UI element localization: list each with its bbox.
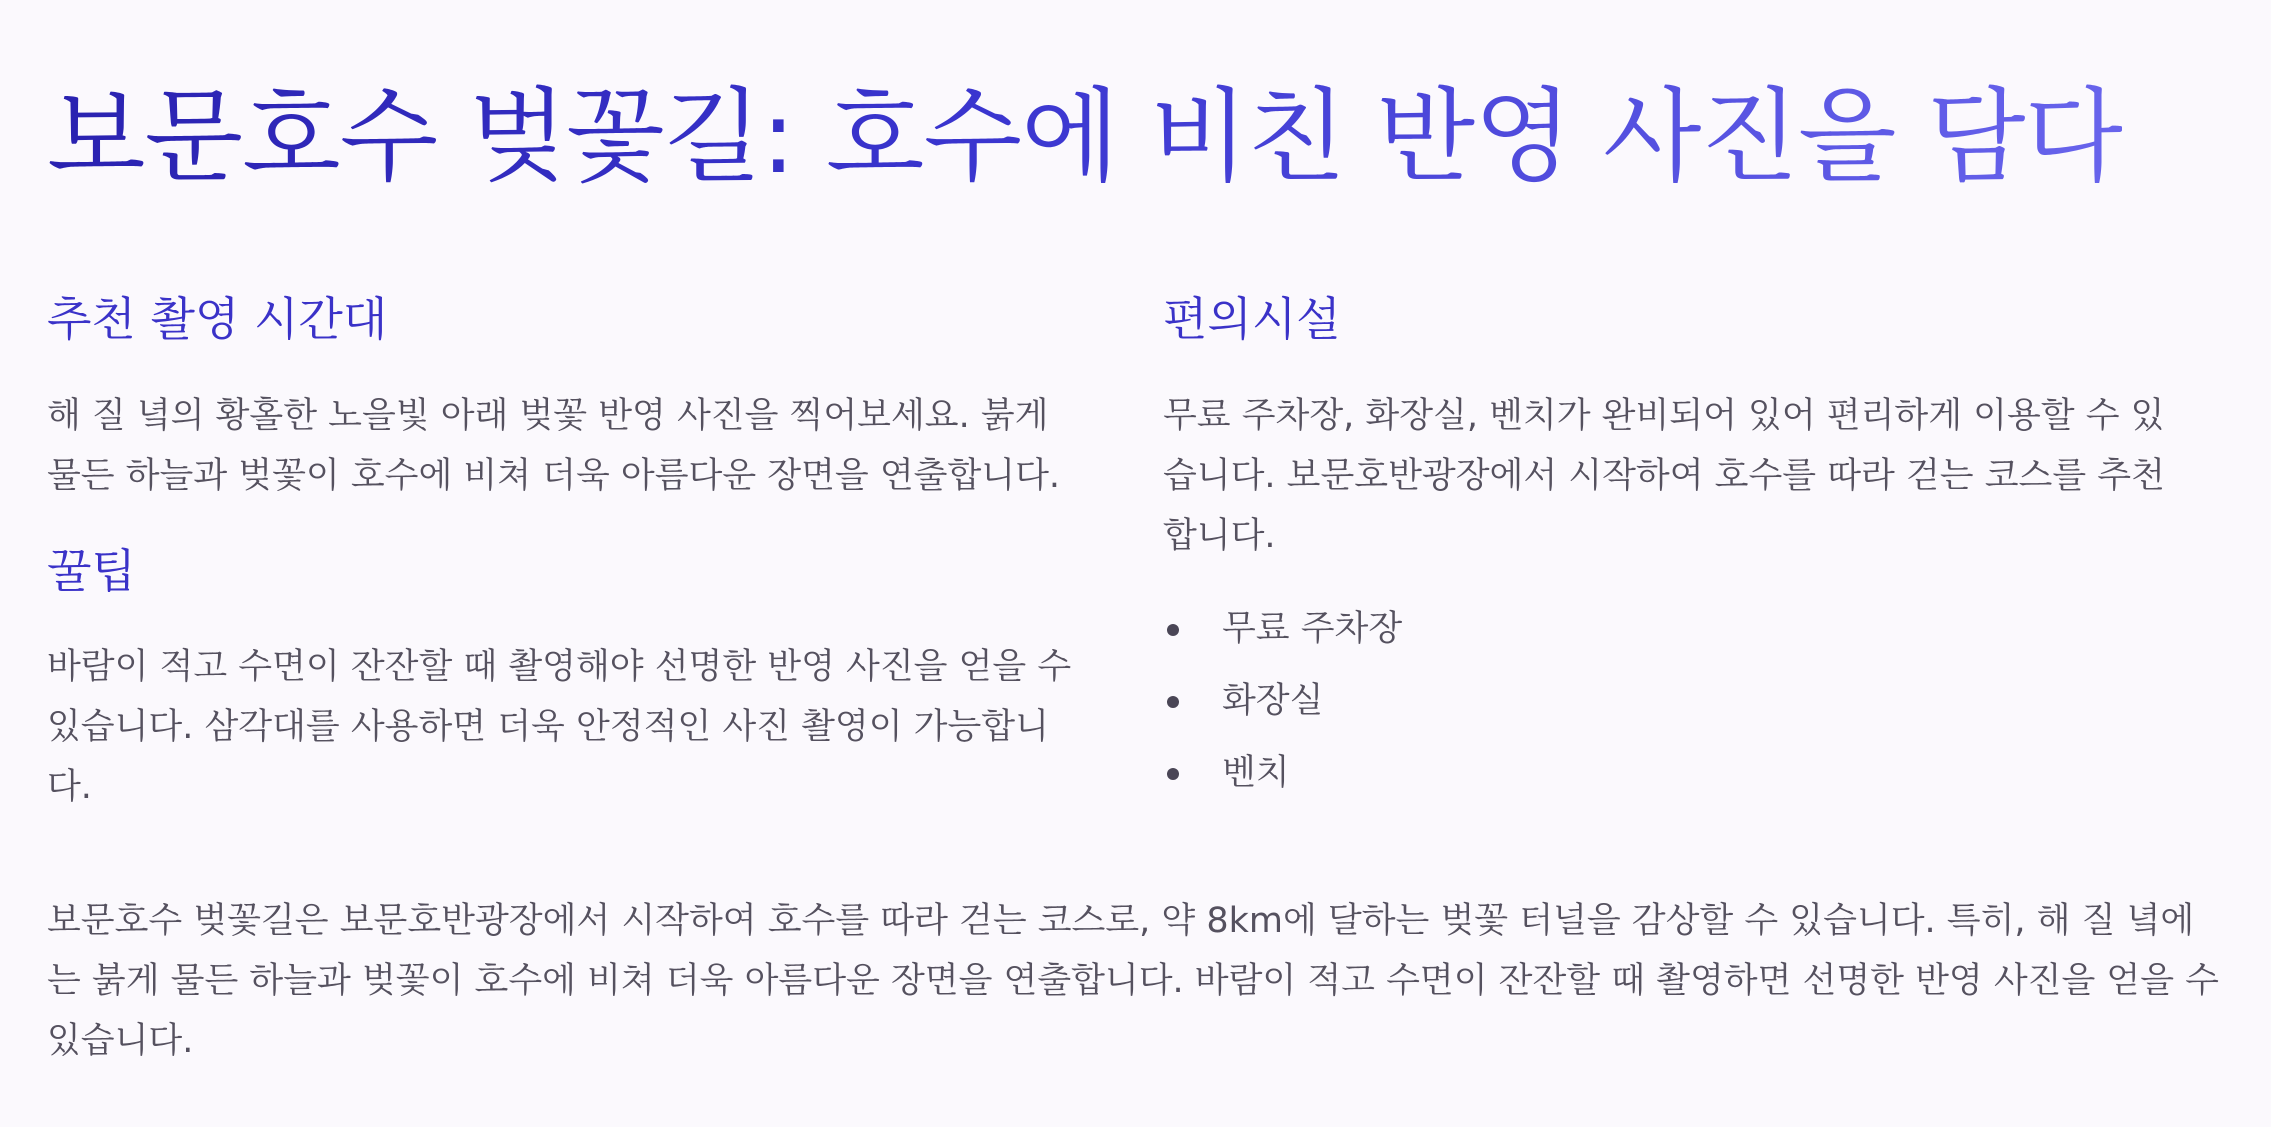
shooting-time-heading: 추천 촬영 시간대 — [47, 292, 388, 346]
bullet-icon — [1167, 768, 1179, 780]
facilities-list — [1163, 593, 2163, 809]
list-item-label: 벤치 — [1222, 753, 1290, 793]
shooting-time-text: 해 질 녘의 황홀한 노을빛 아래 벚꽃 반영 사진을 찍어보세요. 붉게 물든 하늘과 벚꽃이 호수에 비쳐 더욱 아름다운 장면을 연출합니다. — [47, 396, 1061, 496]
page-title: 보문호수 벚꽃길: 호수에 비친 반영 사진을 담다 — [47, 76, 2122, 200]
list-item-label: 화장실 — [1222, 681, 1324, 721]
tips-text: 바람이 적고 수면이 잔잔할 때 촬영해야 선명한 반영 사진을 얻을 수 있습니다. 삼각대를 사용하면 더욱 안정적인 사진 촬영이 가능합니다. — [47, 647, 1072, 807]
list-item — [1163, 737, 2163, 809]
facilities-text: 무료 주차장, 화장실, 벤치가 완비되어 있어 편리하게 이용할 수 있습니다. 보문호반광장에서 시작하여 호수를 따라 걷는 코스를 추천합니다. — [1163, 396, 2165, 556]
tips-heading: 꿀팁 — [47, 544, 136, 598]
facilities-heading: 편의시설 — [1163, 292, 1341, 346]
list-item — [1163, 593, 2163, 665]
list-item — [1163, 665, 2163, 737]
list-item-label: 무료 주차장 — [1222, 609, 1403, 649]
bullet-icon — [1167, 624, 1179, 636]
summary-text: 보문호수 벚꽃길은 보문호반광장에서 시작하여 호수를 따라 걷는 코스로, 약 8km에 달하는 벚꽃 터널을 감상할 수 있습니다. 특히, 해 질 녘에는 붉게 물든 하늘과 벚꽃이 호수에 비쳐 더욱 아름다운 장면을 연출합니다. 바람이 적고 수면이 잔잔할 때 촬영하면 선명한 반영 사진을 얻을 수 있습니다. — [47, 901, 2219, 1061]
bullet-icon — [1167, 696, 1179, 708]
